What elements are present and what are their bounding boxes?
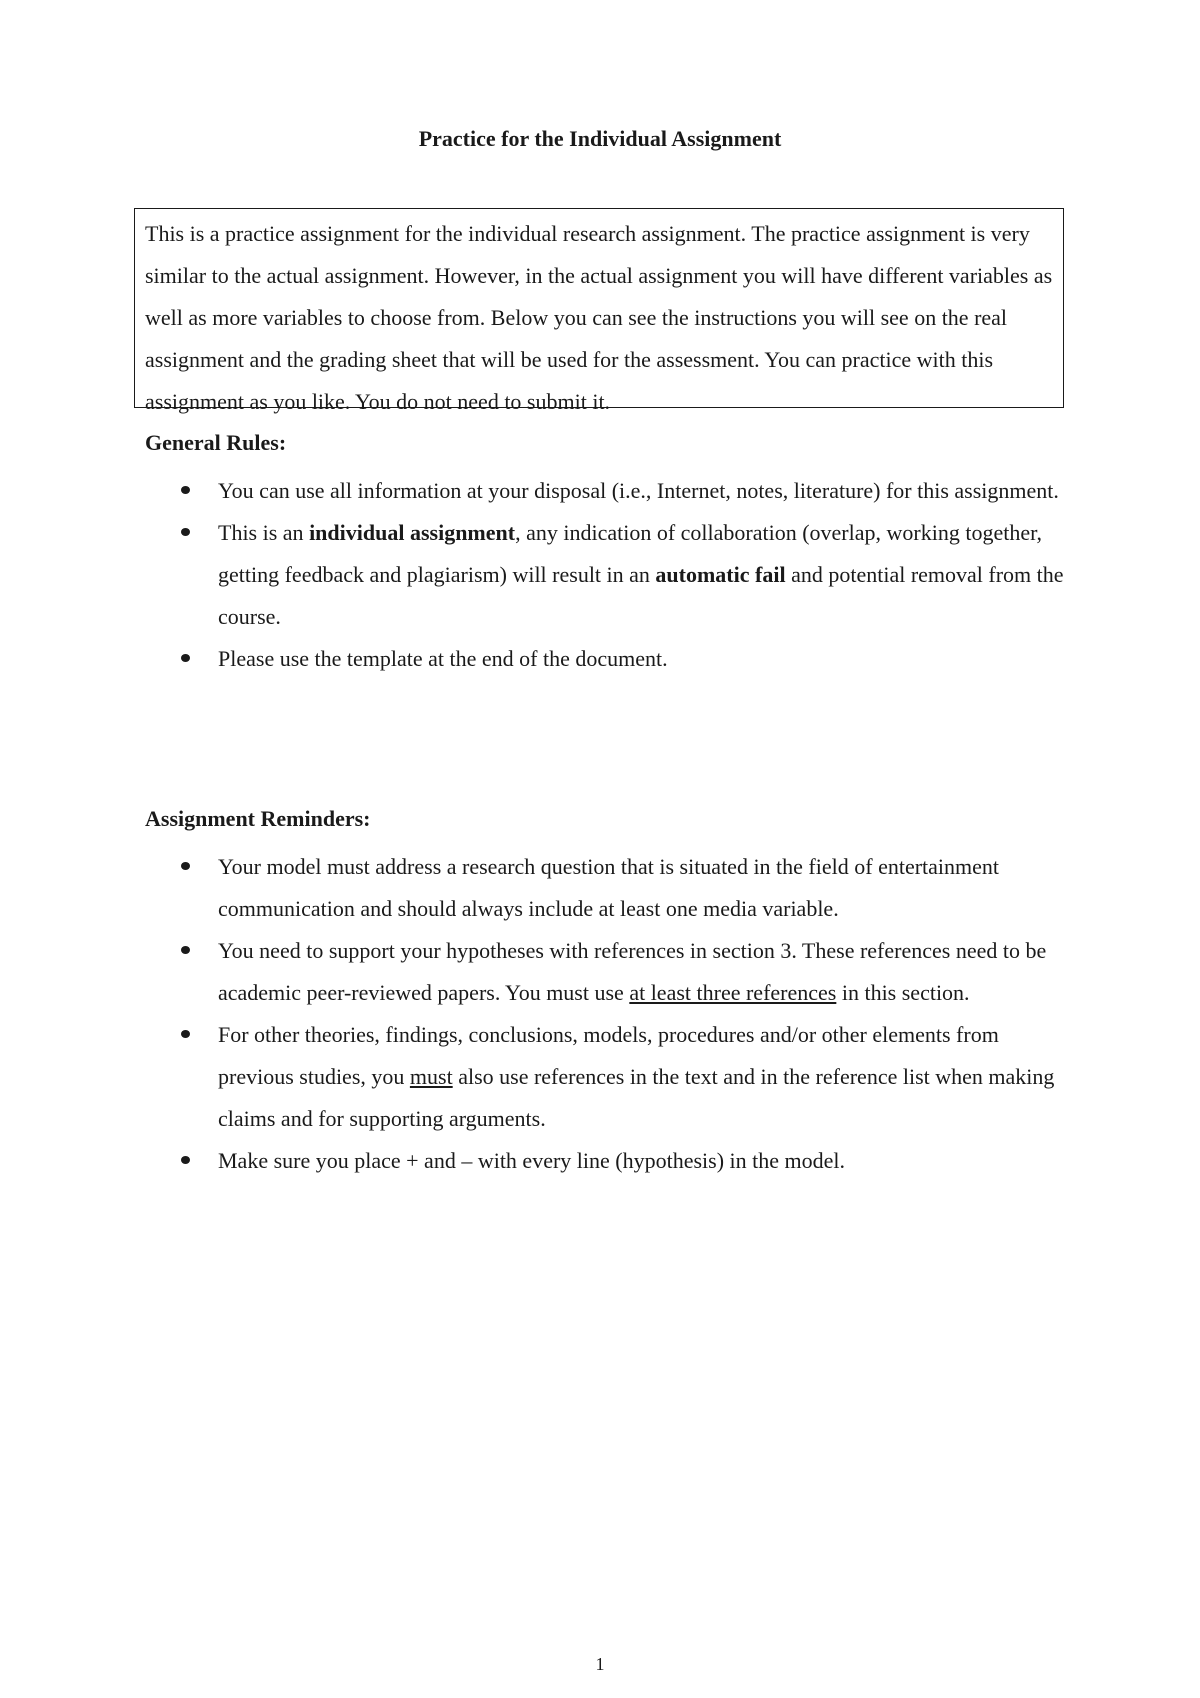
list-item <box>145 1014 1075 1140</box>
list-item <box>145 846 1075 930</box>
list-item-text: You need to support your hypotheses with references in section 3. These references need to be academic peer-reviewed papers. You must use <box>218 938 1047 1005</box>
list-item-text: in this section. <box>836 980 970 1005</box>
emphasis-at-least-three-references: at least three references <box>629 980 837 1005</box>
list-item <box>145 512 1075 638</box>
list-item <box>145 930 1075 1014</box>
list-item-text: and potential removal from the course. <box>218 562 1064 629</box>
emphasis-must: must <box>409 1064 453 1089</box>
bullet-icon <box>181 1156 190 1164</box>
list-item <box>145 638 1075 680</box>
list-item-text: Make sure you place + and – with every line (hypothesis) in the model. <box>218 1148 846 1173</box>
list-item-text: Your model must address a research question that is situated in the field of entertainment communication and should always include at least one media variable. <box>218 854 1000 921</box>
list-item-text: , any indication of collaboration (overlap, working together, getting feedback and plagiarism) will result in an <box>218 520 1043 587</box>
bullet-icon <box>181 862 190 870</box>
list-item-text: You can use all information at your disposal (i.e., Internet, notes, literature) for this assignment. <box>218 478 1059 503</box>
emphasis-individual-assignment: individual assignment <box>309 520 516 545</box>
page-number: 1 <box>595 1654 605 1674</box>
general-rules-section <box>145 428 1075 680</box>
list-item-text: For other theories, findings, conclusions, models, procedures and/or other elements from previous studies, you <box>218 1022 999 1089</box>
general-rules-heading: General Rules: <box>145 430 287 455</box>
list-item-text: Please use the template at the end of the document. <box>218 646 668 671</box>
list-item <box>145 1140 1075 1182</box>
bullet-icon <box>181 946 190 954</box>
intro-text: This is a practice assignment for the individual research assignment. The practice assignment is very similar to the actual assignment. However, in the actual assignment you will have different variables as well as more variables to choose from. Below you can see the instructions you will see on the real assignment and the grading sheet that will be used for the assessment. You can practice with this assignment as you like. You do not need to submit it. <box>145 221 1053 414</box>
assignment-reminders-heading: Assignment Reminders: <box>145 806 371 831</box>
assignment-reminders-section <box>145 804 1075 1182</box>
bullet-icon <box>181 1030 190 1038</box>
page-title: Practice for the Individual Assignment <box>418 126 782 151</box>
intro-box <box>134 208 1064 414</box>
bullet-icon <box>181 528 190 536</box>
list-item <box>145 470 1075 512</box>
list-item-text: also use references in the text and in the reference list when making claims and for supporting arguments. <box>218 1064 1055 1131</box>
bullet-icon <box>181 486 190 494</box>
list-item-text: This is an <box>218 520 310 545</box>
general-rules-list <box>145 470 1075 680</box>
assignment-reminders-list <box>145 846 1075 1182</box>
bullet-icon <box>181 654 190 662</box>
emphasis-automatic-fail: automatic fail <box>655 562 786 587</box>
